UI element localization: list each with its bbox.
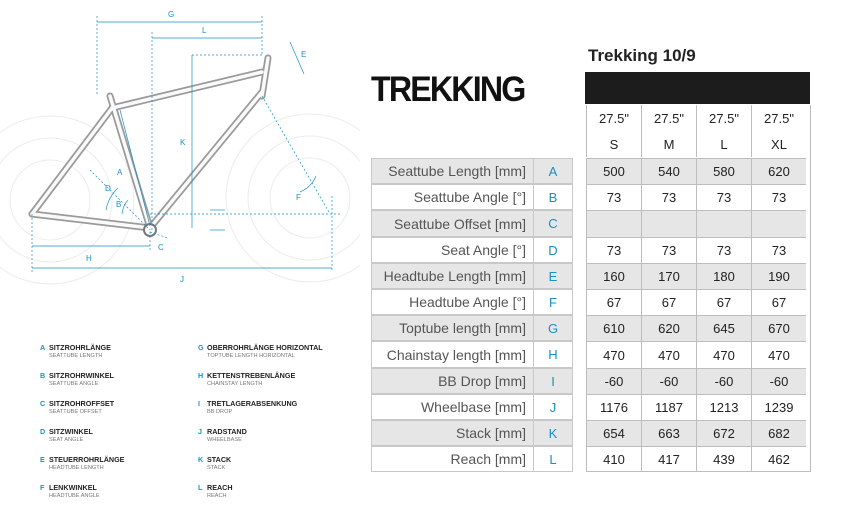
value-cell: 1176	[586, 394, 641, 420]
param-letter: K	[533, 420, 573, 446]
value-cell: 1239	[751, 394, 806, 420]
legend-letter: K	[198, 455, 204, 464]
param-letter: J	[533, 394, 573, 420]
param-name: Headtube Length [mm]	[371, 263, 533, 289]
legend-label-en: SEATTUBE OFFSET	[49, 409, 102, 415]
header-bar	[585, 72, 810, 104]
frame-size-cell: S	[586, 131, 641, 157]
model-title: Trekking 10/9	[588, 46, 696, 65]
legend-label-en: REACH	[207, 493, 227, 499]
legend-item-b	[40, 372, 114, 388]
value-cell: 670	[751, 315, 806, 341]
param-letter: A	[533, 158, 573, 184]
legend-item-g	[198, 344, 323, 360]
legend-label-de: SITZROHROFFSET	[49, 399, 115, 408]
param-name: Chainstay length [mm]	[371, 341, 533, 368]
value-cell	[751, 210, 806, 237]
legend-item-i	[198, 400, 297, 416]
legend-item-d	[40, 428, 93, 444]
frame-size-cell: M	[641, 131, 696, 157]
param-letter: H	[533, 341, 573, 368]
value-cell: 67	[696, 289, 751, 315]
legend-item-e	[40, 456, 124, 472]
legend-label-en: SEAT ANGLE	[49, 437, 84, 443]
wheel-size-cell: 27.5"	[696, 105, 751, 131]
dim-label-l: L	[202, 26, 207, 35]
param-name: Toptube length [mm]	[371, 315, 533, 341]
param-name: Headtube Angle [°]	[371, 289, 533, 315]
legend-item-f	[40, 484, 100, 500]
wheel-size-cell: 27.5"	[641, 105, 696, 131]
legend-letter: A	[40, 343, 46, 352]
legend-label-de: STACK	[207, 455, 232, 464]
value-cell: 180	[696, 263, 751, 289]
value-cell: 73	[751, 184, 806, 210]
legend-label-de: STEUERROHRLÄNGE	[49, 455, 125, 464]
value-cell	[696, 210, 751, 237]
value-cell: -60	[641, 368, 696, 394]
legend-label-de: TRETLAGERABSENKUNG	[207, 399, 298, 408]
legend-item-l	[198, 484, 233, 500]
value-cell: 470	[641, 341, 696, 368]
param-letter: C	[533, 210, 573, 237]
value-cell	[641, 210, 696, 237]
legend-label-en: CHAINSTAY LENGTH	[207, 381, 263, 387]
value-cell: -60	[586, 368, 641, 394]
value-cell: 67	[586, 289, 641, 315]
value-cell: 170	[641, 263, 696, 289]
dimension-lines	[32, 16, 340, 272]
value-cell: 470	[751, 341, 806, 368]
param-name: Reach [mm]	[371, 446, 533, 472]
frame-size-cell: XL	[751, 131, 806, 157]
value-cell: 610	[586, 315, 641, 341]
value-cell: -60	[751, 368, 806, 394]
dim-label-g: G	[168, 10, 175, 19]
value-cell: 73	[696, 237, 751, 263]
param-name: Seattube Length [mm]	[371, 158, 533, 184]
bike-frame	[32, 58, 268, 228]
legend-label-de: KETTENSTREBENLÄNGE	[207, 371, 296, 380]
legend-label-en: TOPTUBE LENGTH HORIZONTAL	[207, 353, 295, 359]
value-cell: 73	[641, 184, 696, 210]
legend-label-en: WHEELBASE	[207, 437, 242, 443]
legend-label-de: SITZROHRLÄNGE	[49, 343, 111, 352]
value-cell: 654	[586, 420, 641, 446]
legend-item-j	[198, 428, 247, 444]
legend-label-de: SITZROHRWINKEL	[49, 371, 114, 380]
dim-label-j: J	[180, 275, 184, 284]
legend-letter: G	[198, 343, 204, 352]
value-cell: 73	[641, 237, 696, 263]
value-cell: 73	[586, 237, 641, 263]
value-cell: 417	[641, 446, 696, 472]
legend-letter: F	[40, 483, 45, 492]
dim-label-f: F	[296, 193, 301, 202]
param-letter: D	[533, 237, 573, 263]
legend-label-en: SEATTUBE LENGTH	[49, 353, 103, 359]
value-cell: 160	[586, 263, 641, 289]
value-cell: 645	[696, 315, 751, 341]
value-cell: 620	[641, 315, 696, 341]
value-cell: 500	[586, 158, 641, 184]
legend-label-en: BB DROP	[207, 409, 233, 415]
legend-letter: C	[40, 399, 46, 408]
value-cell: 470	[696, 341, 751, 368]
value-cell: 73	[696, 184, 751, 210]
frame-size-cell: L	[696, 131, 751, 157]
value-cell: 580	[696, 158, 751, 184]
value-cell: 540	[641, 158, 696, 184]
legend-item-h	[198, 372, 295, 388]
value-cell: 410	[586, 446, 641, 472]
dim-label-e: E	[301, 50, 307, 59]
param-name: Wheelbase [mm]	[371, 394, 533, 420]
value-cell: 439	[696, 446, 751, 472]
legend-label-de: RADSTAND	[207, 427, 247, 436]
legend-label-en: STACK	[207, 465, 226, 471]
value-cell: 67	[641, 289, 696, 315]
frame-geometry-diagram	[0, 0, 360, 300]
dim-label-c: C	[158, 243, 164, 252]
legend-label-de: OBERROHRLÄNGE HORIZONTAL	[207, 343, 323, 352]
wheel-size-cell: 27.5"	[751, 105, 806, 131]
legend-label-en: SEATTUBE ANGLE	[49, 381, 99, 387]
category-title: TREKKING	[371, 70, 525, 109]
value-cell: 620	[751, 158, 806, 184]
param-name: Seattube Offset [mm]	[371, 210, 533, 237]
value-cell: 470	[586, 341, 641, 368]
value-cell: 73	[586, 184, 641, 210]
legend-item-a	[40, 344, 111, 360]
value-cell: 682	[751, 420, 806, 446]
dim-label-b: B	[116, 200, 122, 209]
geometry-legend	[40, 344, 360, 524]
value-cell: 1213	[696, 394, 751, 420]
dim-label-h: H	[86, 254, 92, 263]
value-cell: 672	[696, 420, 751, 446]
value-cell: 663	[641, 420, 696, 446]
legend-label-de: SITZWINKEL	[49, 427, 93, 436]
dim-label-a: A	[117, 168, 123, 177]
param-letter: E	[533, 263, 573, 289]
value-cell: 190	[751, 263, 806, 289]
param-letter: L	[533, 446, 573, 472]
table-border	[810, 105, 811, 472]
legend-label-en: HEADTUBE ANGLE	[49, 493, 100, 499]
param-letter: F	[533, 289, 573, 315]
value-cell: 67	[751, 289, 806, 315]
param-letter: G	[533, 315, 573, 341]
legend-letter: E	[40, 455, 45, 464]
legend-item-c	[40, 400, 114, 416]
param-name: Seat Angle [°]	[371, 237, 533, 263]
legend-label-en: HEADTUBE LENGTH	[49, 465, 104, 471]
legend-letter: H	[198, 371, 204, 380]
legend-letter: L	[198, 483, 203, 492]
legend-item-k	[198, 456, 231, 472]
value-cell: 462	[751, 446, 806, 472]
table-border	[586, 471, 811, 472]
param-letter: B	[533, 184, 573, 210]
value-cell: 1187	[641, 394, 696, 420]
value-cell: 73	[751, 237, 806, 263]
param-name: BB Drop [mm]	[371, 368, 533, 394]
legend-letter: J	[198, 427, 202, 436]
param-name: Seattube Angle [°]	[371, 184, 533, 210]
legend-label-de: REACH	[207, 483, 233, 492]
dim-label-d: D	[105, 184, 111, 193]
legend-letter: I	[198, 399, 200, 408]
value-cell	[586, 210, 641, 237]
value-cell: -60	[696, 368, 751, 394]
legend-label-de: LENKWINKEL	[49, 483, 97, 492]
legend-letter: B	[40, 371, 46, 380]
wheel-size-cell: 27.5"	[586, 105, 641, 131]
legend-letter: D	[40, 427, 46, 436]
param-name: Stack [mm]	[371, 420, 533, 446]
param-letter: I	[533, 368, 573, 394]
dim-label-k: K	[180, 138, 186, 147]
